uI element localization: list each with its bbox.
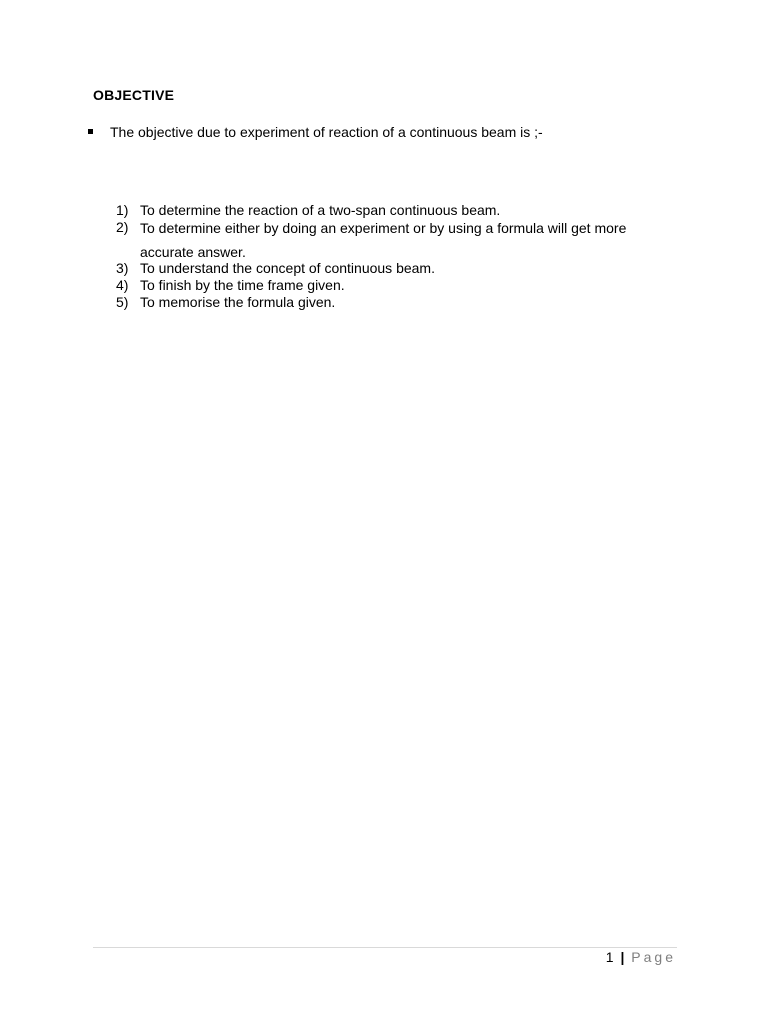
section-heading: OBJECTIVE <box>93 87 175 103</box>
list-item <box>112 219 672 260</box>
footer-divider <box>93 947 677 948</box>
list-item-text: To memorise the formula given. <box>140 294 336 310</box>
list-item-text: To determine either by doing an experiment or by using a formula will get more accurate answer. <box>140 220 627 260</box>
list-item-number: 5) <box>116 294 129 310</box>
list-item-text: To understand the concept of continuous beam. <box>140 260 435 276</box>
intro-text: The objective due to experiment of reaction of a continuous beam is ;- <box>110 124 543 140</box>
list-item <box>112 294 672 311</box>
page-label: Page <box>631 949 676 965</box>
list-item-number: 1) <box>116 202 129 218</box>
list-item-number: 2) <box>116 219 129 235</box>
list-item-number: 3) <box>116 260 129 276</box>
list-item-text: To finish by the time frame given. <box>140 277 345 293</box>
list-item-text: To determine the reaction of a two-span continuous beam. <box>140 202 501 218</box>
square-bullet-icon <box>88 129 93 134</box>
page-number: 1 <box>605 949 615 965</box>
footer-separator: | <box>620 949 625 965</box>
list-item <box>112 277 672 294</box>
list-item <box>112 260 672 277</box>
list-item-number: 4) <box>116 277 129 293</box>
intro-bullet <box>88 124 543 140</box>
page-footer <box>606 949 676 965</box>
objectives-list <box>112 202 672 311</box>
